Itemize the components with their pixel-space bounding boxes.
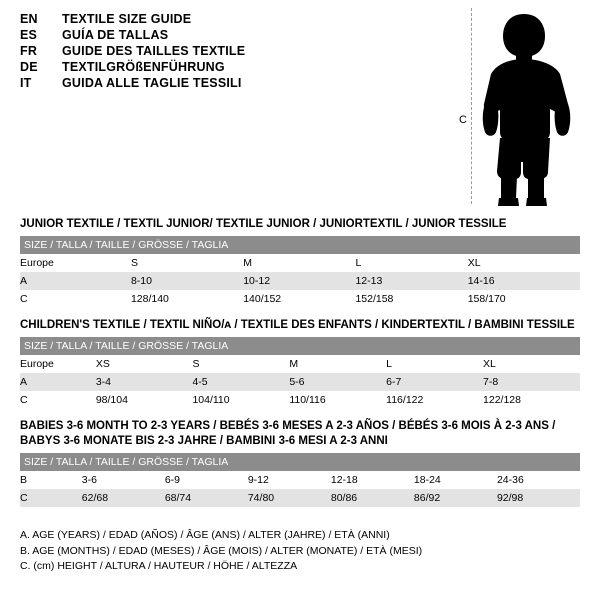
cell: 7-8 xyxy=(483,376,499,388)
measurement-figure xyxy=(448,8,593,208)
table-row xyxy=(20,391,580,409)
cell: 128/140 xyxy=(130,293,169,305)
cell: 4-5 xyxy=(192,376,208,388)
cell: 3-6 xyxy=(81,474,97,486)
language-header xyxy=(20,12,440,92)
cell: 5-6 xyxy=(289,376,305,388)
header-row xyxy=(20,44,440,58)
footnotes xyxy=(20,528,422,575)
row-label: C xyxy=(20,293,28,305)
cell: 74/80 xyxy=(247,492,275,504)
header-row xyxy=(20,60,440,74)
section-title-babies-line2: BABYS 3-6 MONATE BIS 2-3 JAHRE / BAMBINI 3-6 MESI A 2-3 ANNI xyxy=(20,435,388,447)
footnote-a: A. AGE (YEARS) / EDAD (AÑOS) / ÂGE (ANS) / ALTER (JAHRE) / ETÀ (ANNI) xyxy=(20,529,390,541)
cell: 140/152 xyxy=(243,293,282,305)
section-title-children: CHILDREN'S TEXTILE / TEXTIL NIÑO/ᴀ / TEXTILE DES ENFANTS / KINDERTEXTIL / BAMBINI TESSILE xyxy=(20,319,575,331)
table-row xyxy=(20,272,580,290)
cell: 98/104 xyxy=(95,394,128,406)
header-title-text: GUIDA ALLE TAGLIE TESSILI xyxy=(62,76,242,90)
table-header-row xyxy=(20,453,580,471)
cell: 68/74 xyxy=(164,492,192,504)
cell: 62/68 xyxy=(81,492,109,504)
cell: XS xyxy=(95,358,110,370)
header-row xyxy=(20,28,440,42)
table-row xyxy=(20,489,580,507)
cell: 152/158 xyxy=(355,293,394,305)
table-header-row xyxy=(20,337,580,355)
header-lang-code: IT xyxy=(20,76,32,90)
header-lang-code: EN xyxy=(20,12,38,26)
row-label: C xyxy=(20,492,28,504)
cell: L xyxy=(386,358,392,370)
cell: 8-10 xyxy=(130,275,152,287)
cell: 122/128 xyxy=(483,394,521,406)
cell: 18-24 xyxy=(413,474,441,486)
table-row xyxy=(20,290,580,308)
cell: 9-12 xyxy=(247,474,269,486)
cell: S xyxy=(130,257,138,269)
child-silhouette-icon xyxy=(478,12,588,208)
table-row xyxy=(20,254,580,272)
header-title-text: TEXTILGRÖßENFÜHRUNG xyxy=(62,60,225,74)
cell: 92/98 xyxy=(496,492,524,504)
cell: S xyxy=(192,358,200,370)
table-header-label: SIZE / TALLA / TAILLE / GRÖSSE / TAGLIA xyxy=(24,239,229,251)
table-row xyxy=(20,373,580,391)
header-lang-code: DE xyxy=(20,60,38,74)
header-title-text: GUIDE DES TAILLES TEXTILE xyxy=(62,44,246,58)
footnote-b: B. AGE (MONTHS) / EDAD (MESES) / ÂGE (MOIS) / ALTER (MONATE) / ETÀ (MESI) xyxy=(20,544,423,557)
cell: 116/122 xyxy=(386,394,424,406)
cell: 6-9 xyxy=(164,474,180,486)
row-label: Europe xyxy=(20,257,54,269)
table-header-label: SIZE / TALLA / TAILLE / GRÖSSE / TAGLIA xyxy=(24,340,229,352)
table-header-row xyxy=(20,236,580,254)
cell: 12-18 xyxy=(330,474,358,486)
table-row xyxy=(20,355,580,373)
cell: M xyxy=(243,257,252,269)
cell: 6-7 xyxy=(386,376,402,388)
cell: 110/116 xyxy=(289,394,326,406)
table-row xyxy=(20,471,580,489)
section-title-junior: JUNIOR TEXTILE / TEXTIL JUNIOR/ TEXTILE JUNIOR / JUNIORTEXTIL / JUNIOR TESSILE xyxy=(20,218,507,230)
footnote-c: C. (cm) HEIGHT / ALTURA / HAUTEUR / HÖHE / ALTEZZA xyxy=(20,560,298,572)
row-label: C xyxy=(20,394,28,406)
cell: 10-12 xyxy=(243,275,271,287)
header-lang-code: FR xyxy=(20,44,38,58)
cell: XL xyxy=(483,358,496,370)
row-label: B xyxy=(20,474,28,486)
header-title-text: TEXTILE SIZE GUIDE xyxy=(62,12,192,26)
row-label: Europe xyxy=(20,358,54,370)
cell: 86/92 xyxy=(413,492,441,504)
cell: L xyxy=(355,257,362,269)
row-label: A xyxy=(20,275,28,287)
cell: 14-16 xyxy=(467,275,495,287)
section-title-babies: BABIES 3-6 MONTH TO 2-3 YEARS / BEBÉS 3-6 MESES A 2-3 AÑOS / BÉBÉS 3-6 MOIS À 2-3 ANS / xyxy=(20,420,556,432)
cell: XL xyxy=(467,257,481,269)
cell: M xyxy=(289,358,299,370)
height-guide-line xyxy=(471,8,472,204)
table-header-label: SIZE / TALLA / TAILLE / GRÖSSE / TAGLIA xyxy=(24,456,229,468)
cell: 24-36 xyxy=(496,474,524,486)
cell: 80/86 xyxy=(330,492,358,504)
babies-size-table xyxy=(20,453,580,507)
junior-size-table xyxy=(20,236,580,308)
measurement-label-c: C xyxy=(459,114,467,126)
header-row xyxy=(20,76,440,90)
header-title-text: GUÍA DE TALLAS xyxy=(62,28,169,42)
header-lang-code: ES xyxy=(20,28,38,42)
cell: 3-4 xyxy=(95,376,111,388)
cell: 12-13 xyxy=(355,275,383,287)
header-row xyxy=(20,12,440,26)
children-size-table xyxy=(20,337,580,409)
row-label: A xyxy=(20,376,28,388)
cell: 158/170 xyxy=(467,293,506,305)
cell: 104/110 xyxy=(192,394,230,406)
